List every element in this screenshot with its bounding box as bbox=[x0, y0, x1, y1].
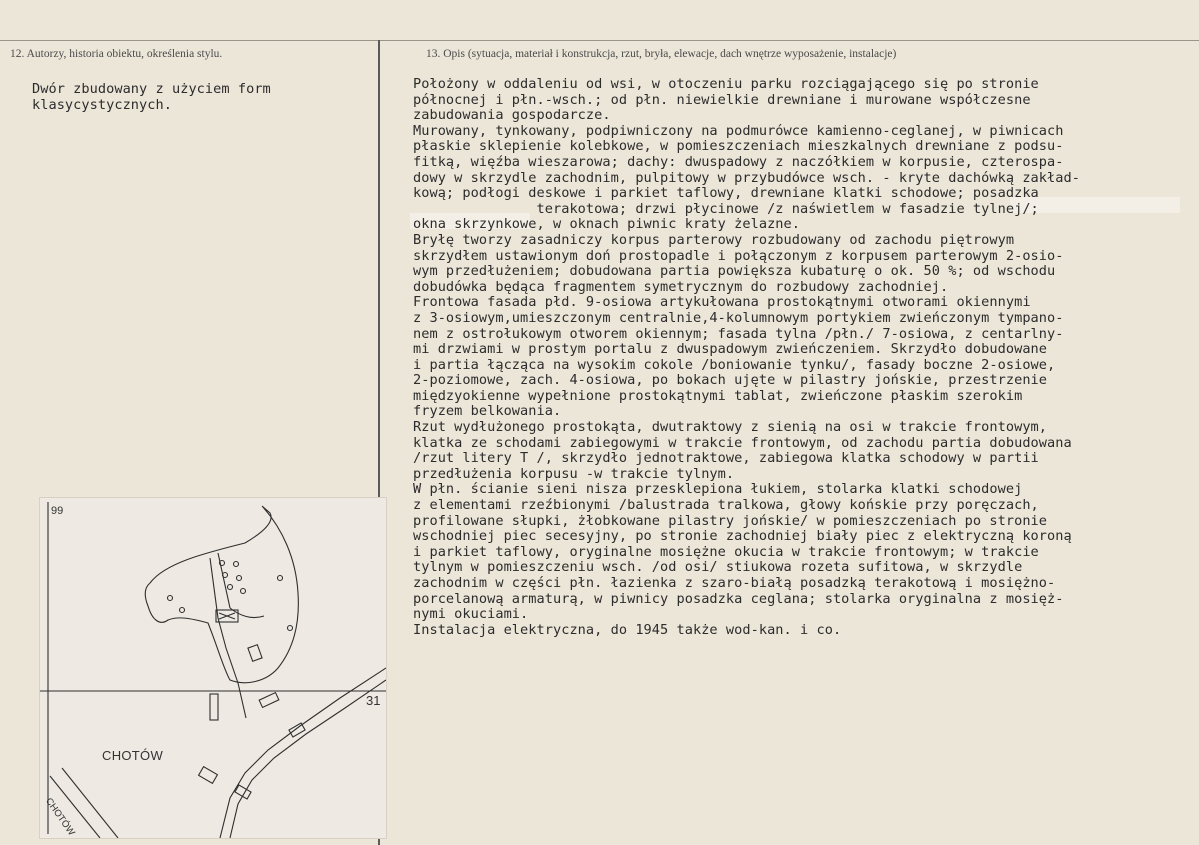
outbuilding bbox=[248, 645, 262, 662]
main-road bbox=[220, 668, 386, 838]
site-map-sketch bbox=[39, 497, 387, 839]
outbuilding bbox=[235, 785, 251, 799]
road-label: CHOTÓW bbox=[42, 796, 77, 838]
park-path bbox=[230, 608, 264, 618]
park-outline bbox=[145, 506, 298, 683]
outbuilding bbox=[289, 723, 305, 737]
manor-hatch bbox=[219, 613, 235, 619]
outbuilding bbox=[210, 694, 218, 720]
grid-label-99: 99 bbox=[51, 505, 64, 517]
authors-history-text: Dwór zbudowany z użyciem form klasycystycznych. bbox=[32, 81, 271, 113]
grid-label-31: 31 bbox=[366, 693, 381, 708]
place-label: CHOTÓW bbox=[102, 748, 164, 763]
description-text: Położony w oddaleniu od wsi, w otoczeniu parku rozciągającego się po stronie północnej i płn.-wsch.; od płn. niewielkie drewniane i murowane współczesne zabudowania gospodarcze. Murowany, tynkowany, podpiwniczony na podmurówce kamienno-ceglanej, w piwnicach płaskie sklepienie kolebkowe, w pomieszczeniach mieszkalnych drewniane z podsu- fitką, więźba wieszarowa; dachy: dwuspadowy z naczółkiem w korpusie, czterospa- dowy w skrzydle zachodnim, pulpitowy w przybudówce wsch. - kryte dachówką zakład- kową; podłogi deskowe i parkiet taflowy, drewniane klatki schodowe; posadzka terakotowa; drzwi płycinowe /z naświetlem w fasadzie tylnej/; okna skrzynkowe, w oknach piwnic kraty żelazne. Bryłę tworzy zasadniczy korpus parterowy rozbudowany od zachodu piętrowym skrzydłem ustawionym doń prostopadle i połączonym z korpusem parterowym 2-osio- wym przedłużeniem; dobudowana partia powiększa kubaturę o ok. 50 %; od wschodu dobudówka będąca fragmentem symetrycznym do rozbudowy zachodniej. Frontowa fasada płd. 9-osiowa artykułowana prostokątnymi otworami okiennymi z 3-osiowym,umieszczonym centralnie,4-kolumnowym portykiem zwieńczonym tympano- nem z ostrołukowym otworem okiennym; fasada tylna /płn./ 7-osiowa, z centarlny- mi drzwiami w prostym portalu z dwuspadowym zwieńczeniem. Skrzydło dobudowane i partia łącząca na wysokim cokole /boniowanie tynku/, fasady boczne 2-osiowe, 2-poziomowe, zach. 4-osiowa, po bokach ujęte w pilastry jońskie, przestrzenie międzyokienne wypełnione prostokątnymi tablat, zwieńczone płaskim szerokim fryzem belkowania. Rzut wydłużonego prostokąta, dwutraktowy z sienią na osi w trakcie frontowym, klatka ze schodami zabiegowymi w trakcie frontowym, od zachodu partia dobudowana /rzut litery T /, skrzydło jednotraktowe, zabiegowa klatka schodowy w partii przedłużenia korpusu -w trakcie tylnym. W płn. ścianie sieni nisza przesklepiona łukiem, stolarka klatki schodowej z elementami rzeźbionymi /balustrada tralkowa, głowy końskie przy poręczach, profilowane słupki, żłobkowane pilastry jońskie/ w pomieszczeniach po stronie wschodniej piec secesyjny, po stronie zachodniej biały piec z elektryczną koroną i parkiet taflowy, oryginalne mosiężne okucia w trakcie frontowym; w trakcie tylnym w pomieszczeniu wsch. /od osi/ stiukowa rozeta sufitowa, w skrzydle zachodnim w części płn. łazienka z szaro-białą posadzką terakotową i mosiężno- porcelanową armaturą, w piwnicy posadzka ceglana; stolarka oryginalna z mosięż- nymi okuciami. Instalacja elektryczna, do 1945 także wod-kan. i co. bbox=[413, 76, 1080, 638]
outbuilding bbox=[199, 767, 218, 784]
section-12-header: 12. Autorzy, historia obiektu, określenia stylu. bbox=[10, 48, 223, 60]
top-rule bbox=[0, 40, 1199, 41]
section-13-header: 13. Opis (sytuacja, materiał i konstrukcja, rzut, bryła, elewacje, dach wnętrze wyposażenie, instalacje) bbox=[426, 48, 897, 60]
map-drawing bbox=[40, 498, 386, 838]
main-road-edge bbox=[230, 680, 386, 838]
outbuilding bbox=[259, 693, 279, 708]
